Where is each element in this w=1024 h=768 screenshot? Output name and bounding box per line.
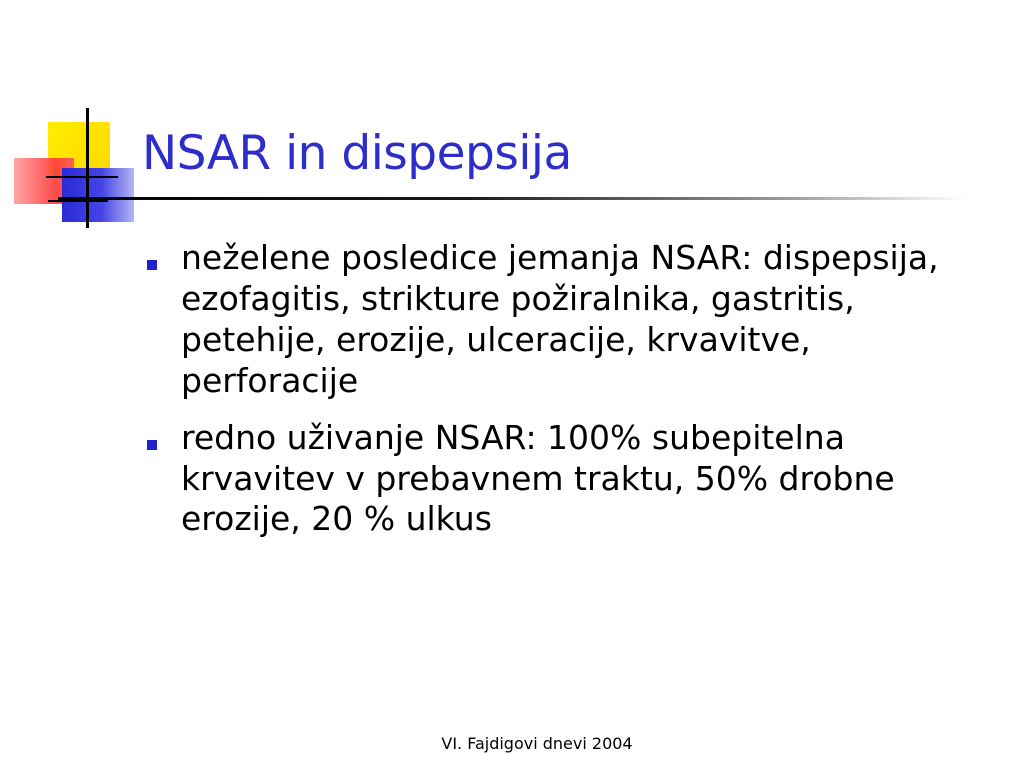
bullet-square-icon bbox=[147, 440, 157, 450]
slide-footer: VI. Fajdigovi dnevi 2004 bbox=[441, 734, 633, 753]
bullet-list bbox=[145, 238, 995, 556]
bullet-square-icon bbox=[147, 260, 157, 270]
bullet-item bbox=[145, 238, 995, 402]
logo-horizontal-line-top bbox=[46, 176, 118, 178]
logo-horizontal-line-bottom bbox=[48, 200, 108, 202]
bullet-item bbox=[145, 418, 995, 541]
bullet-text: redno uživanje NSAR: 100% subepitelna krvavitev v prebavnem traktu, 50% drobne erozije, 20 % ulkus bbox=[181, 417, 895, 539]
title-underline bbox=[58, 197, 968, 200]
decorative-logo bbox=[0, 100, 150, 240]
slide-title: NSAR in dispepsija bbox=[142, 126, 572, 181]
logo-vertical-line bbox=[86, 108, 89, 228]
bullet-text: neželene posledice jemanja NSAR: dispepsija, ezofagitis, strikture požiralnika, gastritis, petehije, erozije, ulceracije, krvavitve, perforacije bbox=[181, 238, 939, 400]
